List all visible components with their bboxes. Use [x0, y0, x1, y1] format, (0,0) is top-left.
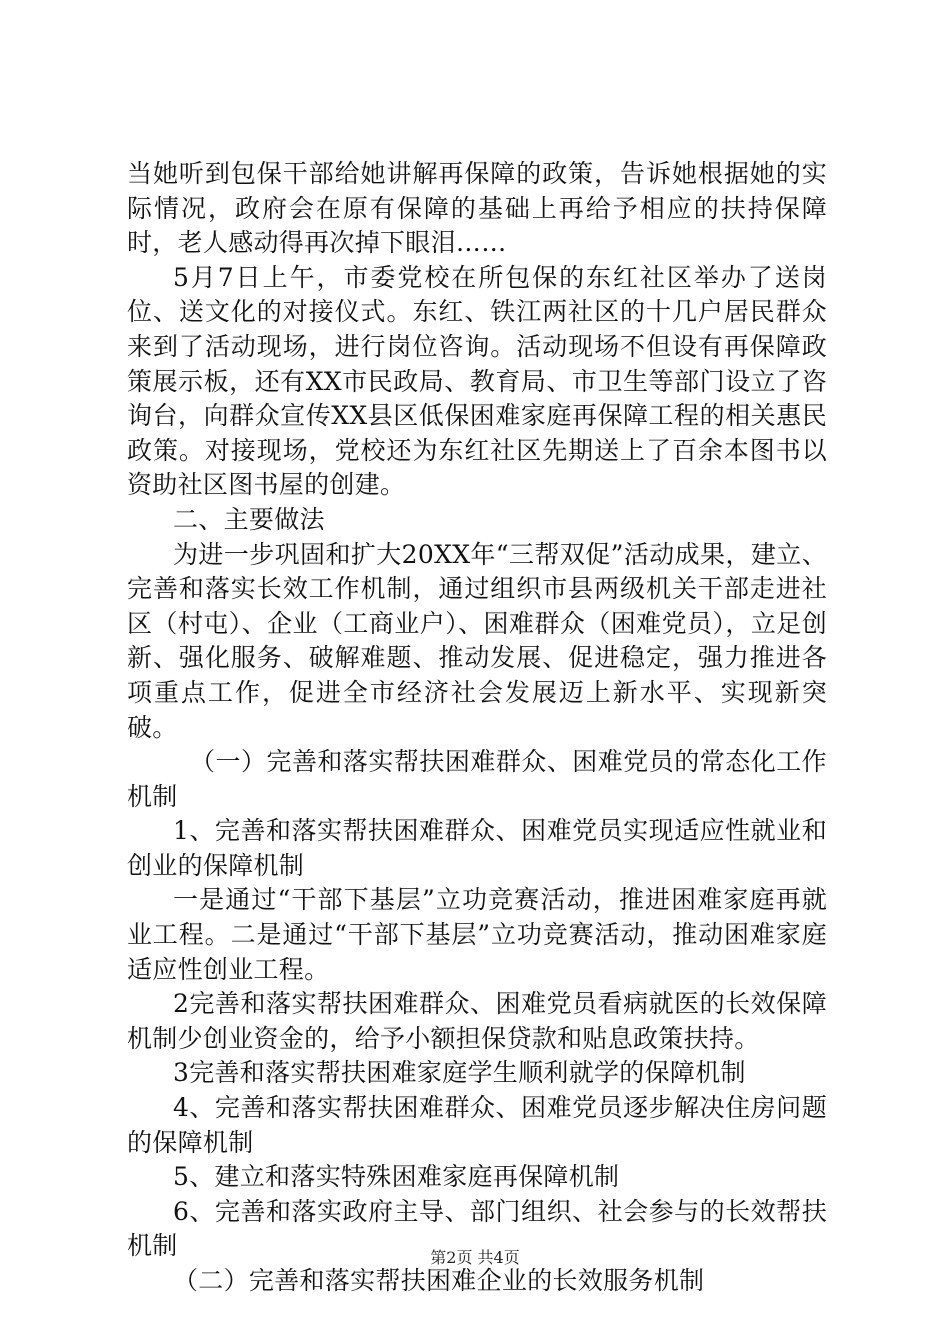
paragraph-event-report: 5月7日上午，市委党校在所包保的东红社区举办了送岗位、送文化的对接仪式。东红、铁江两社区的十几户居民群众来到了活动现场，进行岗位咨询。活动现场不但设有再保障政策展示板，还有XX市民政局、教育局、市卫生等部门设立了咨询台，向群众宣传XX县区低保困难家庭再保障工程的相关惠民政策。对接现场，党校还为东红社区先期送上了百余本图书以资助社区图书屋的创建。 [127, 262, 827, 500]
document-body [127, 157, 827, 1299]
item-heading-5: 5、建立和落实特殊困难家庭再保障机制 [173, 1162, 620, 1192]
item-heading-6: 6、完善和落实政府主导、部门组织、社会参与的长效帮扶机制 [127, 1196, 827, 1261]
paragraph-overview: 为进一步巩固和扩大20XX年“三帮双促”活动成果，建立、完善和落实长效工作机制，通过组织市县两级机关干部走进社区（村屯）、企业（工商业户）、困难群众（困难党员），立足创新、强化服务、破解难题、推动发展、促进稳定，强力推进各项重点工作，促进全市经济社会发展迈上新水平、实现新突破。 [127, 539, 827, 742]
subsection-heading-2: （二）完善和落实帮扶困难企业的长效服务机制 [173, 1266, 705, 1295]
item-heading-2: 2完善和落实帮扶困难群众、困难党员看病就医的长效保障机制少创业资金的，给予小额担保贷款和贴息政策扶持。 [127, 989, 827, 1053]
item-heading-3: 3完善和落实帮扶困难家庭学生顺利就学的保障机制 [173, 1058, 746, 1088]
page-number-footer: 第2页 共4页 [430, 1248, 520, 1267]
section-heading-main-practices: 二、主要做法 [173, 504, 325, 534]
paragraph-continuation: 当她听到包保干部给她讲解再保障的政策，告诉她根据她的实际情况，政府会在原有保障的基础上再给予相应的扶持保障时，老人感动得再次掉下眼泪…… [127, 159, 827, 258]
paragraph-item-1-detail: 一是通过“干部下基层”立功竞赛活动，推进困难家庭再就业工程。二是通过“干部下基层”立功竞赛活动，推动困难家庭适应性创业工程。 [127, 885, 827, 984]
subsection-heading-1: （一）完善和落实帮扶困难群众、困难党员的常态化工作机制 [127, 747, 827, 811]
item-heading-4: 4、完善和落实帮扶困难群众、困难党员逐步解决住房问题的保障机制 [127, 1093, 827, 1157]
item-heading-1: 1、完善和落实帮扶困难群众、困难党员实现适应性就业和创业的保障机制 [127, 816, 827, 880]
